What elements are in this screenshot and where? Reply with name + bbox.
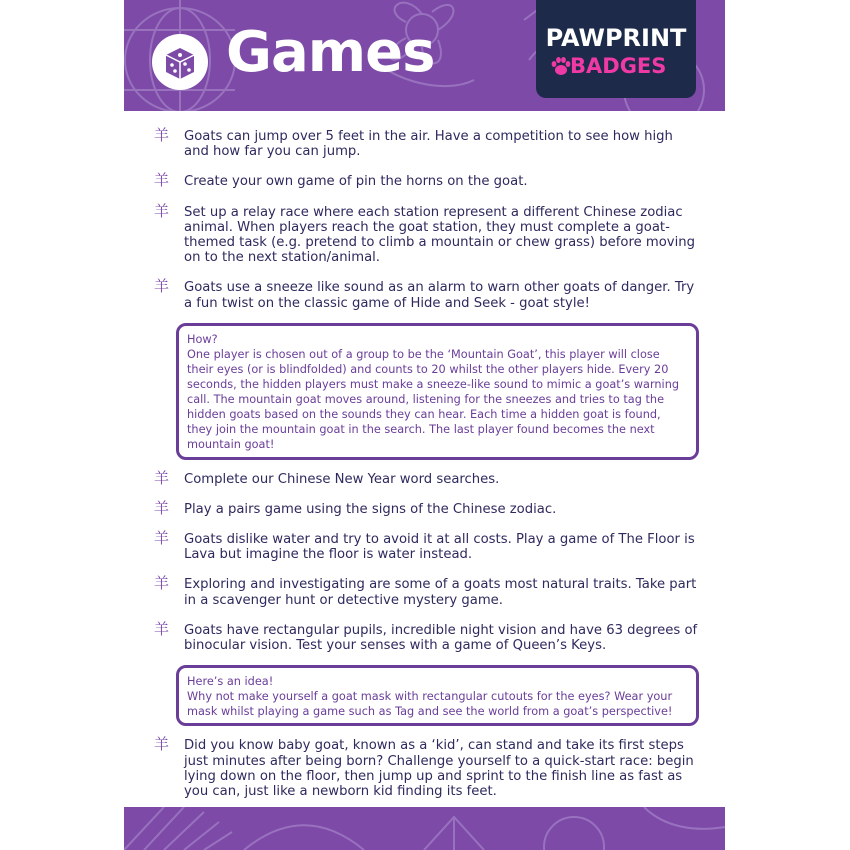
- list-item: [154, 735, 699, 800]
- logo-line-1: PAWPRINT: [545, 24, 687, 52]
- item-text: Goats can jump over 5 feet in the air. Have a competition to see how high and how far you can jump.: [184, 129, 673, 160]
- item-text: Complete our Chinese New Year word searches.: [184, 471, 500, 487]
- goat-character-icon: 羊: [154, 574, 170, 593]
- goat-character-icon: 羊: [154, 171, 170, 190]
- activity-sheet: [124, 0, 725, 850]
- page-title: Games: [226, 20, 435, 85]
- item-text: Goats use a sneeze like sound as an alarm to warn other goats of danger. Try a fun twist on the classic game of Hide and Seek - goat style!: [184, 280, 695, 311]
- list-item: [154, 201, 699, 266]
- goat-character-icon: 羊: [154, 619, 170, 638]
- goat-character-icon: 羊: [154, 735, 170, 754]
- goat-character-icon: 羊: [154, 277, 170, 296]
- item-text: Goats have rectangular pupils, incredible night vision and have 63 degrees of binocular vision. Test your senses with a game of Queen’s Keys.: [184, 622, 698, 653]
- goat-character-icon: 羊: [154, 126, 170, 144]
- goat-character-icon: 羊: [154, 201, 170, 220]
- fan-lantern-decoration: [124, 807, 725, 850]
- box-title: How?: [187, 332, 218, 346]
- item-text: Exploring and investigating are some of a goats most natural traits. Take part in a scavenger hunt or detective mystery game.: [184, 577, 697, 608]
- paw-icon: [550, 56, 572, 76]
- list-item: [154, 277, 699, 311]
- item-text: Goats dislike water and try to avoid it at all costs. Play a game of The Floor is Lava but imagine the floor is water instead.: [184, 531, 695, 563]
- item-text: Set up a relay race where each station represent a different Chinese zodiac animal. When players reach the goat station, they must complete a goat-themed task (e.g. pretend to climb a mountain or chew grass) before moving on to the next station/animal.: [184, 204, 696, 266]
- header-banner: [124, 0, 725, 111]
- list-item: [154, 126, 699, 160]
- goat-character-icon: 羊: [154, 498, 170, 517]
- item-text: Create your own game of pin the horns on the goat.: [184, 174, 528, 190]
- box-body: One player is chosen out of a group to be the ‘Mountain Goat’, this player will close their eyes (or is blindfolded) and counts to 20 whilst the other players hide. Every 20 seconds, the hidden players must make a sneeze-like sound to mimic a goat’s warning call. The mountain goat moves around, listening for the sneezes and tries to tag the hidden goats based on the sounds they can hear. Each time a hidden goat is found, they join the mountain goat in the search. The last player found becomes the next mountain goat!: [187, 347, 680, 452]
- logo-line-2: BADGES: [570, 54, 667, 78]
- list-item: [154, 171, 699, 190]
- footer-banner: [124, 807, 725, 850]
- dice-icon: [152, 34, 208, 90]
- box-body: Why not make yourself a goat mask with rectangular cutouts for the eyes? Wear your mask whilst playing a game such as Tag and see the world from a goat’s perspective!: [187, 690, 673, 719]
- list-item: [154, 468, 699, 487]
- box-title: Here’s an idea!: [187, 675, 274, 689]
- list-item: [154, 528, 699, 563]
- goat-character-icon: 羊: [154, 468, 170, 487]
- list-item: [154, 498, 699, 517]
- item-text: Did you know baby goat, known as a ‘kid’, can stand and take its first steps just minutes after being born? Challenge yourself to a quick-start race: begin lying down on the floor, then jump up and sprint to the finish line as fast as you can, just like a newborn kid finding its feet.: [184, 738, 694, 800]
- list-item: [154, 574, 699, 608]
- item-text: Play a pairs game using the signs of the Chinese zodiac.: [184, 501, 557, 517]
- pawprint-badges-logo: [536, 0, 696, 98]
- list-item: [154, 619, 699, 653]
- activity-list: [154, 126, 699, 814]
- goat-character-icon: 羊: [154, 528, 170, 547]
- how-to-play-box: [176, 323, 699, 460]
- idea-box: [176, 665, 699, 726]
